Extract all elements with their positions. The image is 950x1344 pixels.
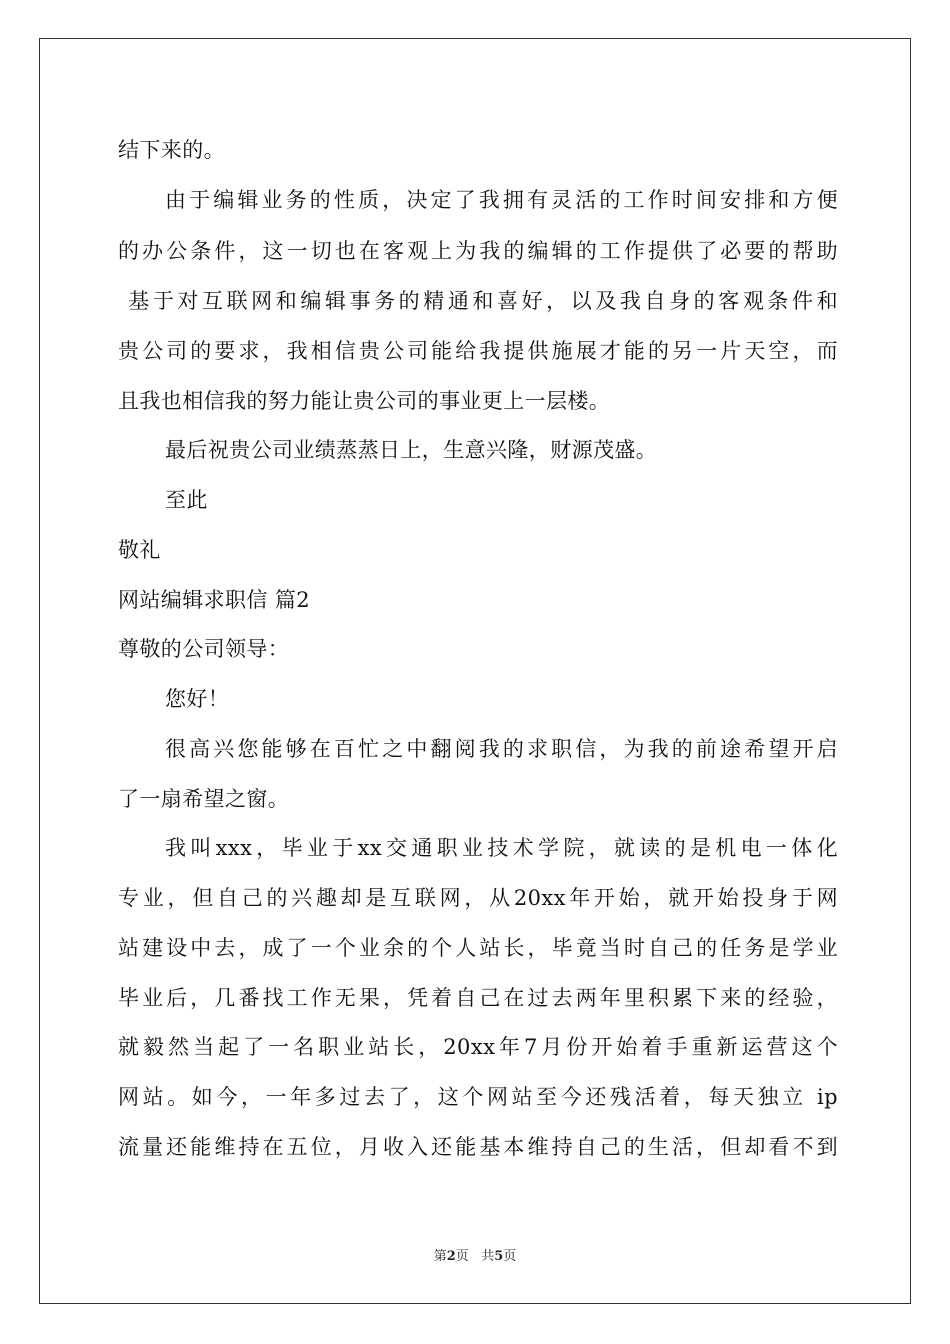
text-line: 流量还能维持在五位，月收入还能基本维持自己的生活，但却看不到 [118,1135,838,1159]
text-line: 至此 [165,488,208,512]
text-line: 站建设中去，成了一个业余的个人站长，毕竟当时自己的任务是学业 [118,936,838,960]
text-line: 结下来的。 [118,138,225,162]
text-line: 由于编辑业务的性质，决定了我拥有灵活的工作时间安排和方便 [165,188,838,212]
text-line: 敬礼 [118,538,161,562]
current-page-number: 2 [446,1249,456,1264]
page-footer [0,1249,950,1265]
page-prefix: 第 [433,1249,447,1264]
section-heading: 网站编辑求职信 篇2 [118,588,311,612]
text-line: 专业，但自己的兴趣却是互联网，从20xx年开始，就开始投身于网 [118,886,838,910]
text-line: 基于对互联网和编辑事务的精通和喜好，以及我自身的客观条件和 [118,289,838,313]
salutation: 尊敬的公司领导： [118,637,290,661]
text-line: 贵公司的要求，我相信贵公司能给我提供施展才能的另一片天空，而 [118,339,838,363]
page-border [39,38,911,1304]
page-suffix: 页 [455,1249,469,1264]
text-line: 的办公条件，这一切也在客观上为我的编辑的工作提供了必要的帮助 [118,239,838,263]
text-line: 很高兴您能够在百忙之中翻阅我的求职信，为我的前途希望开启 [165,737,838,761]
text-line: 就毅然当起了一名职业站长，20xx年7月份开始着手重新运营这个 [118,1035,838,1059]
text-line: 毕业后，几番找工作无果，凭着自己在过去两年里积累下来的经验， [118,986,838,1010]
text-line: 了一扇希望之窗。 [118,787,290,811]
text-line: 网站。如今，一年多过去了，这个网站至今还残活着，每天独立 ip [118,1085,838,1109]
text-line: 且我也相信我的努力能让贵公司的事业更上一层楼。 [118,389,611,413]
total-page-number: 5 [494,1249,504,1264]
total-suffix: 页 [503,1249,517,1264]
greeting: 您好！ [165,687,230,711]
total-prefix: 共 [481,1249,495,1264]
text-line: 最后祝贵公司业绩蒸蒸日上，生意兴隆，财源茂盛。 [165,438,658,462]
text-line: 我叫xxx，毕业于xx交通职业技术学院，就读的是机电一体化 [165,836,838,860]
